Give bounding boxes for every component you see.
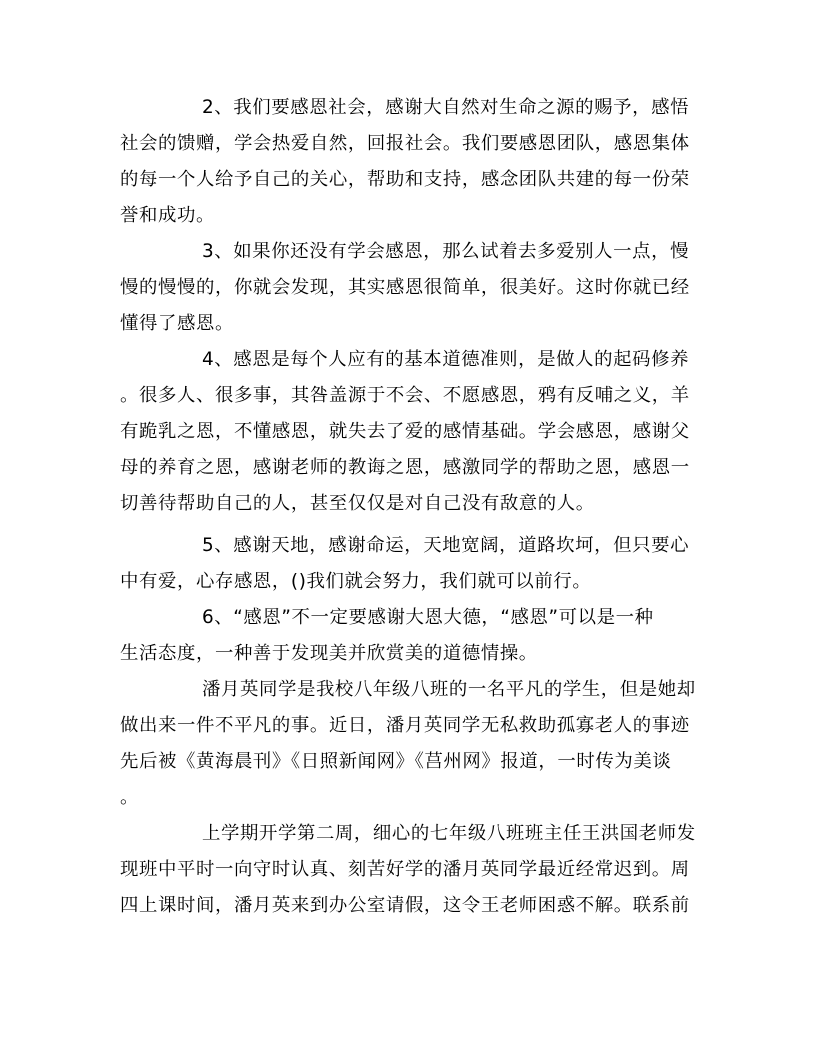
text-line: 懂得了感恩。 — [120, 313, 234, 334]
text-line: 慢的慢慢的，你就会发现，其实感恩很简单，很美好。这时你就已经 — [120, 277, 690, 298]
text-line: 2、我们要感恩社会，感谢大自然对生命之源的赐予，感悟 — [202, 97, 690, 118]
text-line: 潘月英同学是我校八年级八班的一名平凡的学生，但是她却 — [202, 679, 696, 700]
text-line: 上学期开学第二周，细心的七年级八班班主任王洪国老师发 — [202, 823, 696, 844]
text-line: 四上课时间，潘月英来到办公室请假，这令王老师困惑不解。联系前 — [120, 895, 690, 916]
text-line: 有跪乳之恩，不懂感恩，就失去了爱的感情基础。学会感恩，感谢父 — [120, 421, 690, 442]
text-line: 现班中平时一向守时认真、刻苦好学的潘月英同学最近经常迟到。周 — [120, 859, 690, 880]
text-line: 先后被《黄海晨刊》《日照新闻网》《莒州网》报道，一时传为美谈 — [120, 751, 672, 772]
text-line: 4、感恩是每个人应有的基本道德准则，是做人的起码修养 — [202, 349, 690, 370]
text-line: 3、如果你还没有学会感恩，那么试着去多爱别人一点，慢 — [202, 241, 690, 262]
text-line: 。很多人、很多事，其咎盖源于不会、不愿感恩，鸦有反哺之义，羊 — [120, 385, 690, 406]
text-line: 生活态度，一种善于发现美并欣赏美的道德情操。 — [120, 643, 538, 664]
text-line: 社会的馈赠，学会热爱自然，回报社会。我们要感恩团队，感恩集体 — [120, 133, 690, 154]
text-line: 母的养育之恩，感谢老师的教诲之恩，感激同学的帮助之恩，感恩一 — [120, 457, 690, 478]
text-line: 的每一个人给予自己的关心，帮助和支持，感念团队共建的每一份荣 — [120, 169, 690, 190]
text-line: 5、感谢天地，感谢命运，天地宽阔，道路坎坷，但只要心 — [202, 535, 690, 556]
text-line: 中有爱，心存感恩，()我们就会努力，我们就可以前行。 — [120, 571, 592, 592]
text-line: 切善待帮助自己的人，甚至仅仅是对自己没有敌意的人。 — [120, 493, 595, 514]
text-line: 誉和成功。 — [120, 205, 215, 226]
text-line: 6、“感恩”不一定要感谢大恩大德，“感恩”可以是一种 — [202, 607, 654, 628]
text-line: 做出来一件不平凡的事。近日，潘月英同学无私救助孤寡老人的事迹 — [120, 715, 690, 736]
text-line: 。 — [120, 787, 139, 808]
